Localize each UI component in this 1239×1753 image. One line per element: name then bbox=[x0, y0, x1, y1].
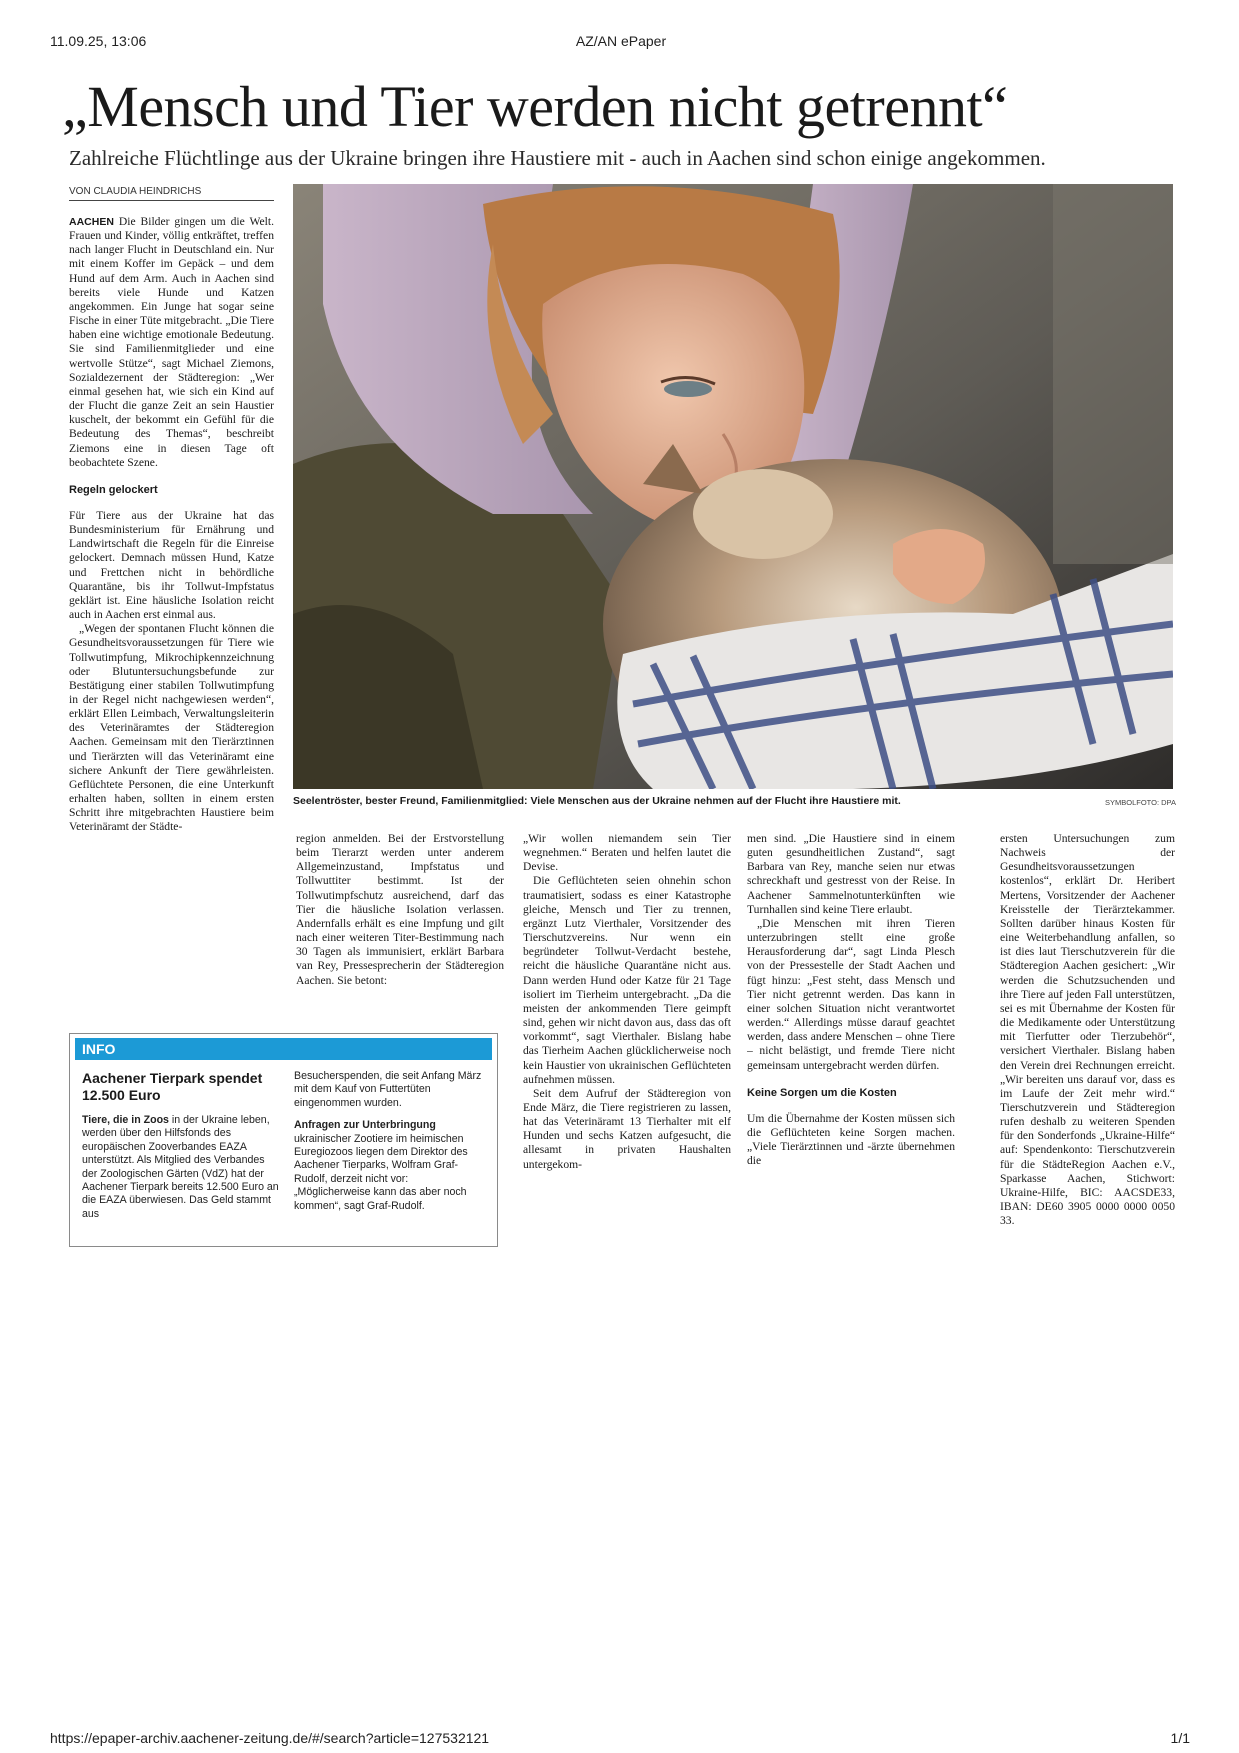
info-right-body-2: ukrainischer Zootiere im heimischen Euregiozoos liegen dem Direktor des Aachener Tierparks, Wolfram Graf-Rudolf, derzeit nicht vor: „Möglicherweise kann das aber noch kommen“, sagt Graf-Rudolf. bbox=[294, 1132, 468, 1212]
article-paragraph: „Die Menschen mit ihren Tieren unterzubringen stellt eine große Herausforderung dar“, sagt Linda Plesch von der Pressestelle der Stadt Aachen und fügt hinzu: „Fest steht, dass Mensch und Tier nicht getrennt werden. Das kann in einer solchen Situation nicht verantwortet werden.“ Allerdings müsse darauf geachtet werden, dass andere Menschen – ohne Tiere – nicht belästigt, und fremde Tiere nicht gemeinsam untergebracht werden dürfen. bbox=[747, 916, 955, 1072]
print-url[interactable]: https://epaper-archiv.aachener-zeitung.de/#/search?article=127532121 bbox=[50, 1730, 490, 1746]
print-page-number: 1/1 bbox=[1170, 1730, 1190, 1746]
article-column-2 bbox=[296, 832, 504, 1040]
photo-credit: SYMBOLFOTO: DPA bbox=[1105, 798, 1176, 807]
article-paragraph: „Wegen der spontanen Flucht können die Gesundheitsvoraussetzungen für Tiere wie Tollwutimpfung, Mikrochipkennzeichnung oder Blutuntersuchungsbefunde zur Bestätigung einer stabilen Tollwutimpfung in der Regel nicht nachgewiesen werden“, erklärt Ellen Leimbach, Verwaltungsleiterin des Veterinäramtes der Städteregion Aachen. Gemeinsam mit den Tierärztinnen und Tierärzten will das Veterinäramt eine sichere Ankunft der Tiere gewährleisten. Geflüchtete Personen, die eine Unterkunft erhalten haben, sollten in einem ersten Schritt ihre mitgebrachten Haustiere beim Veterinäramt der Städte- bbox=[69, 622, 274, 834]
article-column-1 bbox=[69, 215, 274, 1025]
article-intro: Die Bilder gingen um die Welt. Frauen und Kinder, völlig entkräftet, treffen nach langer Flucht in Deutschland ein. Nur mit einem Koffer im Gepäck – und dem Hund auf dem Arm. Auch in Aachen sind bereits viele Hunde und Katzen angekommen. Ein Junge hat sogar seine Fische in einer Tüte mitgebracht. „Die Tiere haben eine wichtige emotionale Bedeutung. Sie sind Familienmitglieder und eine wertvolle Stütze“, sagt Michael Ziemons, Sozialdezernent der Städteregion: „Wer einmal gesehen hat, wie sich ein Kind auf der Flucht die ganze Zeit an sein Haustier kuschelt, der bekommt ein Gefühl für die Bedeutung des Themas“, beschreibt Ziemons eine in diesen Tage oft beobachtete Szene. bbox=[69, 215, 274, 469]
article-paragraph: „Wir wollen niemandem sein Tier wegnehmen.“ Beraten und helfen lautet die Devise. bbox=[523, 832, 731, 874]
article-subheadline: Zahlreiche Flüchtlinge aus der Ukraine bringen ihre Haustiere mit - auch in Aachen sind schon einige angekommen. bbox=[69, 146, 1046, 170]
info-left-body: in der Ukraine leben, werden über den Hilfsfonds des europäischen Zooverbandes EAZA unterstützt. Als Mitglied des Verbandes der Zoologischen Gärten (VdZ) hat der Aachener Tierpark bereits 12.500 Euro an die EAZA überwiesen. Das Geld stammt aus bbox=[82, 1114, 279, 1220]
article-subhead-regeln: Regeln gelockert bbox=[69, 483, 158, 496]
article-column-5 bbox=[1000, 832, 1175, 1252]
info-left-text bbox=[82, 1114, 282, 1221]
photo-caption: Seelentröster, bester Freund, Familienmitglied: Viele Menschen aus der Ukraine nehmen auf der Flucht ihre Haustiere mit. bbox=[293, 795, 901, 807]
print-title: AZ/AN ePaper bbox=[575, 33, 667, 49]
article-paragraph: men sind. „Die Haustiere sind in einem guten gesundheitlichen Zustand“, sagt Barbara van Rey, manche seien nur etwas schreckhaft und gestresst von der Reise. In Aachener Sammelnotunterkünften wie Turnhallen sind keine Tiere erlaubt. bbox=[747, 832, 955, 916]
article-paragraph: Um die Übernahme der Kosten müssen sich die Geflüchteten keine Sorgen machen. „Viele Tierärztinnen und -ärzte übernehmen die bbox=[747, 1111, 955, 1168]
photo-woman-with-cat bbox=[293, 184, 1173, 789]
info-lead: Tiere, die in Zoos bbox=[82, 1114, 169, 1126]
article-paragraph: Seit dem Aufruf der Städteregion von Ende März, die Tiere registrieren zu lassen, hat das Veterinäramt 13 Tierhalter mit elf Hunden und sechs Katzen aufgesucht, die allesamt in privaten Haushalten untergekom- bbox=[523, 1086, 731, 1171]
article-photo bbox=[293, 184, 1173, 789]
article-paragraph: Für Tiere aus der Ukraine hat das Bundesministerium für Ernährung und Landwirtschaft die Regeln für die Einreise gelockert. Demnach müssen Hund, Katze und Frettchen nicht in behördliche Quarantäne, bis ihr Tollwut-Impfstatus geklärt ist. Eine häusliche Isolation reicht auch in Aachen erst einmal aus. bbox=[69, 508, 274, 622]
article-paragraph: ersten Untersuchungen zum Nachweis der Gesundheitsvoraussetzungen kostenlos“, erklärt Dr. Heribert Mertens, Vorsitzender der Aachener Kreisstelle der Tierärztekammer. Sollten darüber hinaus Kosten für eine Weiterbehandlung anfallen, so ist dies laut Tierschutzverein für die Städteregion Aachen gesichert: „Wir werden die Schutzsuchenden und ihre Tiere auf jeden Fall unterstützen, sei es mit Übernahme der Kosten für die Medikamente oder Unterstützung mit Tierfutter oder Tierzubehör“, versichert Vierthaler. Bislang haben den Verein drei Rechnungen erreicht. „Wir bereiten uns darauf vor, dass es im Laufe der Zeit mehr wird.“ Tierschutzverein und Städteregion rufen deshalb zu weiteren Spenden für den Sonderfonds „Ukraine-Hilfe“ auf: Spendenkonto: Tierschutzverein für die StädteRegion Aachen e.V., Sparkasse Aachen, Stichwort: Ukraine-Hilfe, BIC: AACSDE33, IBAN: DE60 3905 0000 0000 0050 33. bbox=[1000, 832, 1175, 1228]
print-datetime: 11.09.25, 13:06 bbox=[50, 33, 147, 49]
info-right-text bbox=[294, 1070, 484, 1213]
info-title: Aachener Tierpark spendet 12.500 Euro bbox=[82, 1070, 263, 1103]
article-subhead-kosten: Keine Sorgen um die Kosten bbox=[747, 1086, 897, 1099]
article-headline: „Mensch und Tier werden nicht getrennt“ bbox=[62, 74, 1008, 139]
article-column-3 bbox=[523, 832, 731, 1252]
info-right-body: Besucherspenden, die seit Anfang März mit dem Kauf von Futtertüten eingenommen wurden. bbox=[294, 1070, 482, 1109]
article-paragraph: Die Geflüchteten seien ohnehin schon traumatisiert, sodass es einer Katastrophe gleiche, Mensch und Tier zu trennen, ergänzt Lutz Vierthaler, Vorsitzender des Tierschutzvereins. Nur wenn ein begründeter Tollwut-Verdacht bestehe, reicht die häusliche Quarantäne nicht aus. Dann werden Hund oder Katze für 21 Tage isoliert im Tierheim untergebracht. „Da die meisten der ankommenden Tiere geimpft sind, gehen wir nicht davon aus, dass das oft vorkommt“, sagt Vierthaler. Bislang habe das Tierheim Aachen glücklicherweise noch kein Haustier von ukrainischen Geflüchteten aufnehmen müssen. bbox=[523, 874, 731, 1086]
info-subhead: Anfragen zur Unterbringung bbox=[294, 1119, 436, 1132]
info-box bbox=[69, 1033, 498, 1247]
article-column-4 bbox=[747, 832, 955, 1252]
info-label: INFO bbox=[75, 1038, 492, 1060]
article-dateline: AACHEN bbox=[69, 216, 114, 228]
article-byline: VON CLAUDIA HEINDRICHS bbox=[69, 186, 274, 201]
article-paragraph: region anmelden. Bei der Erstvorstellung beim Tierarzt werden unter anderem Allgemeinzustand, Impfstatus und Tollwuttiter bestimmt. Ist der Tollwutimpfschutz ausreichend, darf das Tier die häusliche Isolation verlassen. Andernfalls erhält es eine Impfung und gilt nach einer weiteren Titer-Bestimmung nach 30 Tagen als immunisiert, erklärt Barbara van Rey, Pressesprecherin der Städteregion Aachen. Sie betont: bbox=[296, 832, 504, 987]
